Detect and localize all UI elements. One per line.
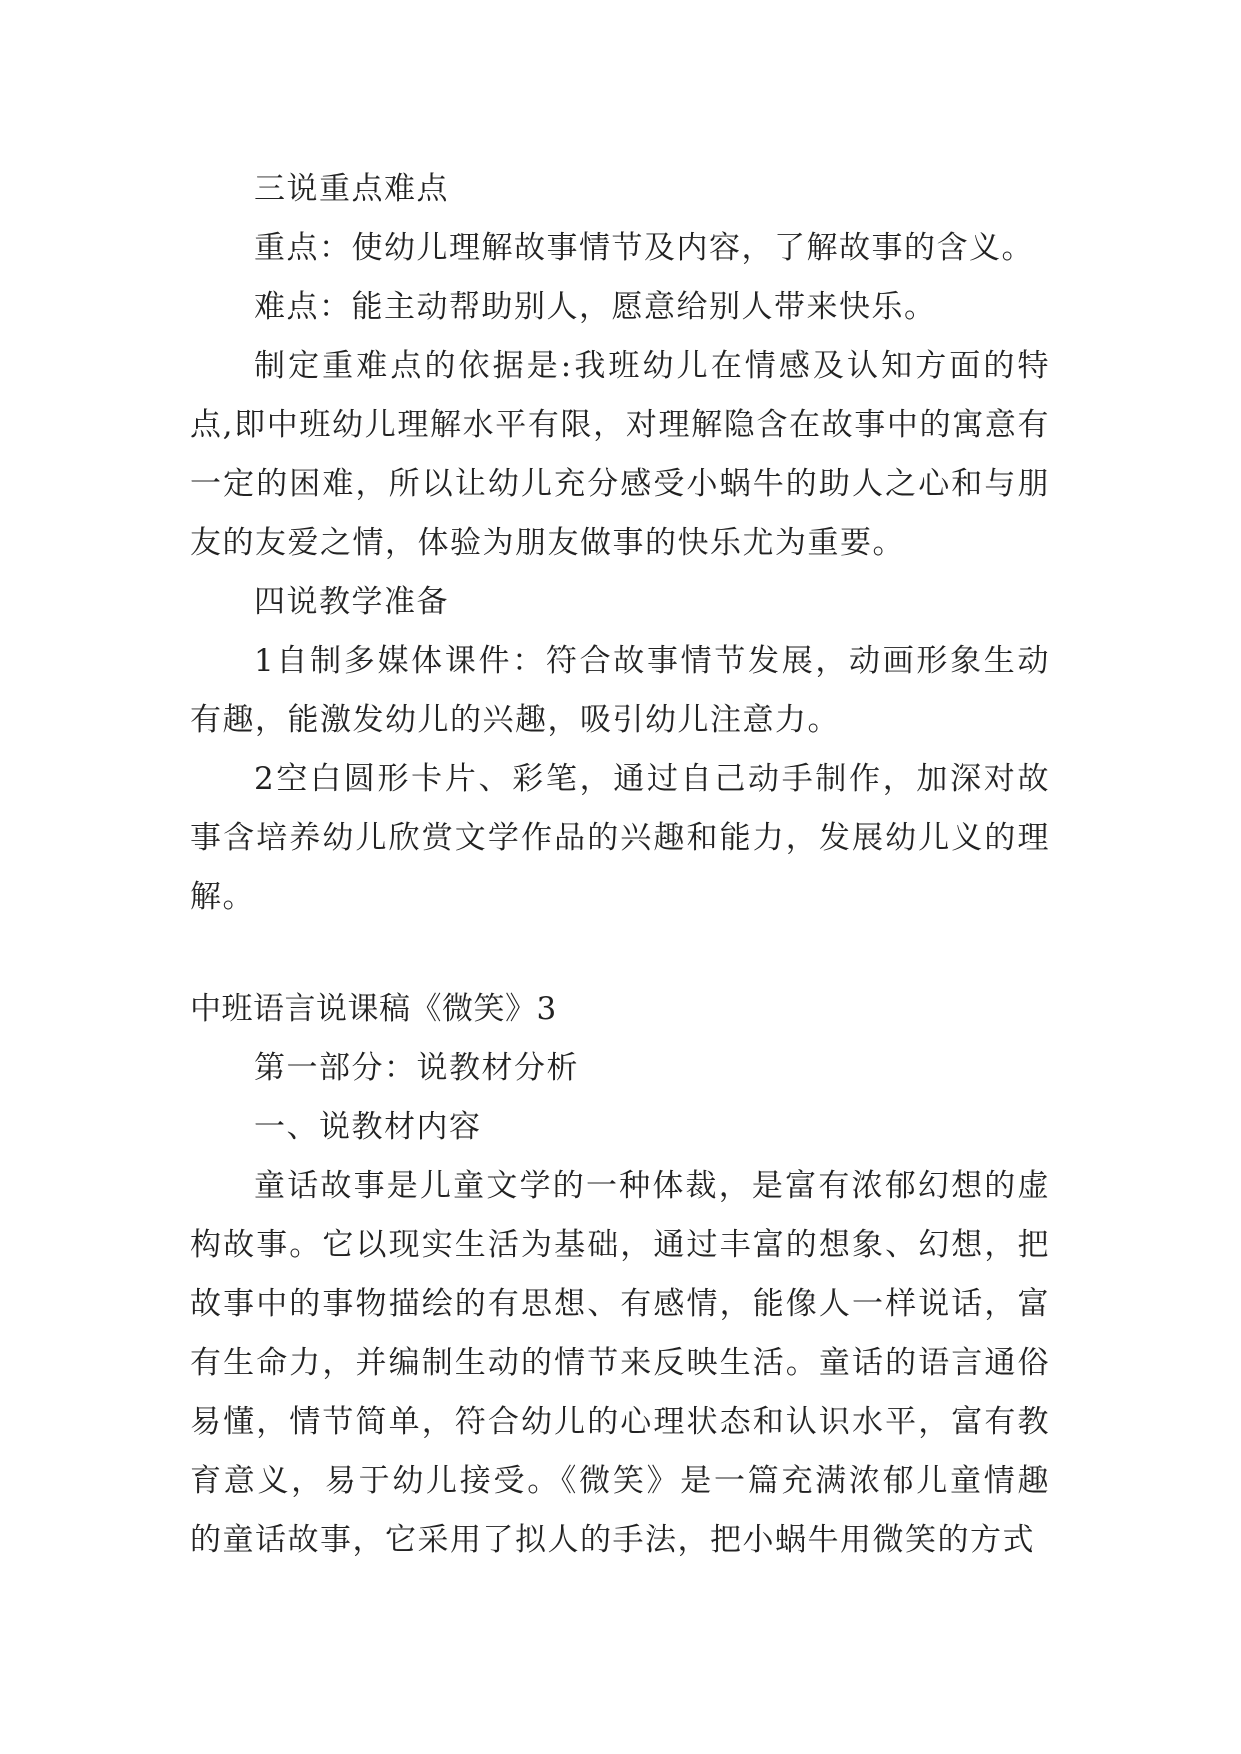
heading-teaching-preparation: 四说教学准备 <box>254 584 449 620</box>
section-title: 中班语言说课稿《微笑》3 <box>190 991 557 1027</box>
heading-key-points: 三说重点难点 <box>254 171 449 207</box>
paragraph-difficulty: 难点：能主动帮助别人，愿意给别人带来快乐。 <box>254 289 937 325</box>
paragraph-basis: 制定重难点的依据是:我班幼儿在情感及认知方面的特点,即中班幼儿理解水平有限，对理解隐含在故事中的寓意有一定的困难，所以让幼儿充分感受小蜗牛的助人之心和与朋友的友爱之情，体验为朋友做事的快乐尤为重要。 <box>190 348 1050 561</box>
paragraph-fairy-tale: 童话故事是儿童文学的一种体裁，是富有浓郁幻想的虚构故事。它以现实生活为基础，通过丰富的想象、幻想，把故事中的事物描绘的有思想、有感情，能像人一样说话，富有生命力，并编制生动的情节来反映生活。童话的语言通俗易懂，情节简单，符合幼儿的心理状态和认识水平，富有教育意义，易于幼儿接受。《微笑》是一篇充满浓郁儿童情趣的童话故事，它采用了拟人的手法，把小蜗牛用微笑的方式 <box>190 1168 1050 1558</box>
heading-material-content: 一、说教材内容 <box>254 1109 482 1145</box>
heading-part-one: 第一部分：说教材分析 <box>254 1050 579 1086</box>
document-body <box>190 160 1050 1570</box>
paragraph-preparation-1: 1自制多媒体课件：符合故事情节发展，动画形象生动有趣，能激发幼儿的兴趣，吸引幼儿注意力。 <box>190 643 1050 738</box>
paragraph-key-point: 重点：使幼儿理解故事情节及内容，了解故事的含义。 <box>254 230 1034 266</box>
paragraph-preparation-2: 2空白圆形卡片、彩笔，通过自己动手制作，加深对故事含培养幼儿欣赏文学作品的兴趣和能力，发展幼儿义的理解。 <box>190 761 1050 915</box>
